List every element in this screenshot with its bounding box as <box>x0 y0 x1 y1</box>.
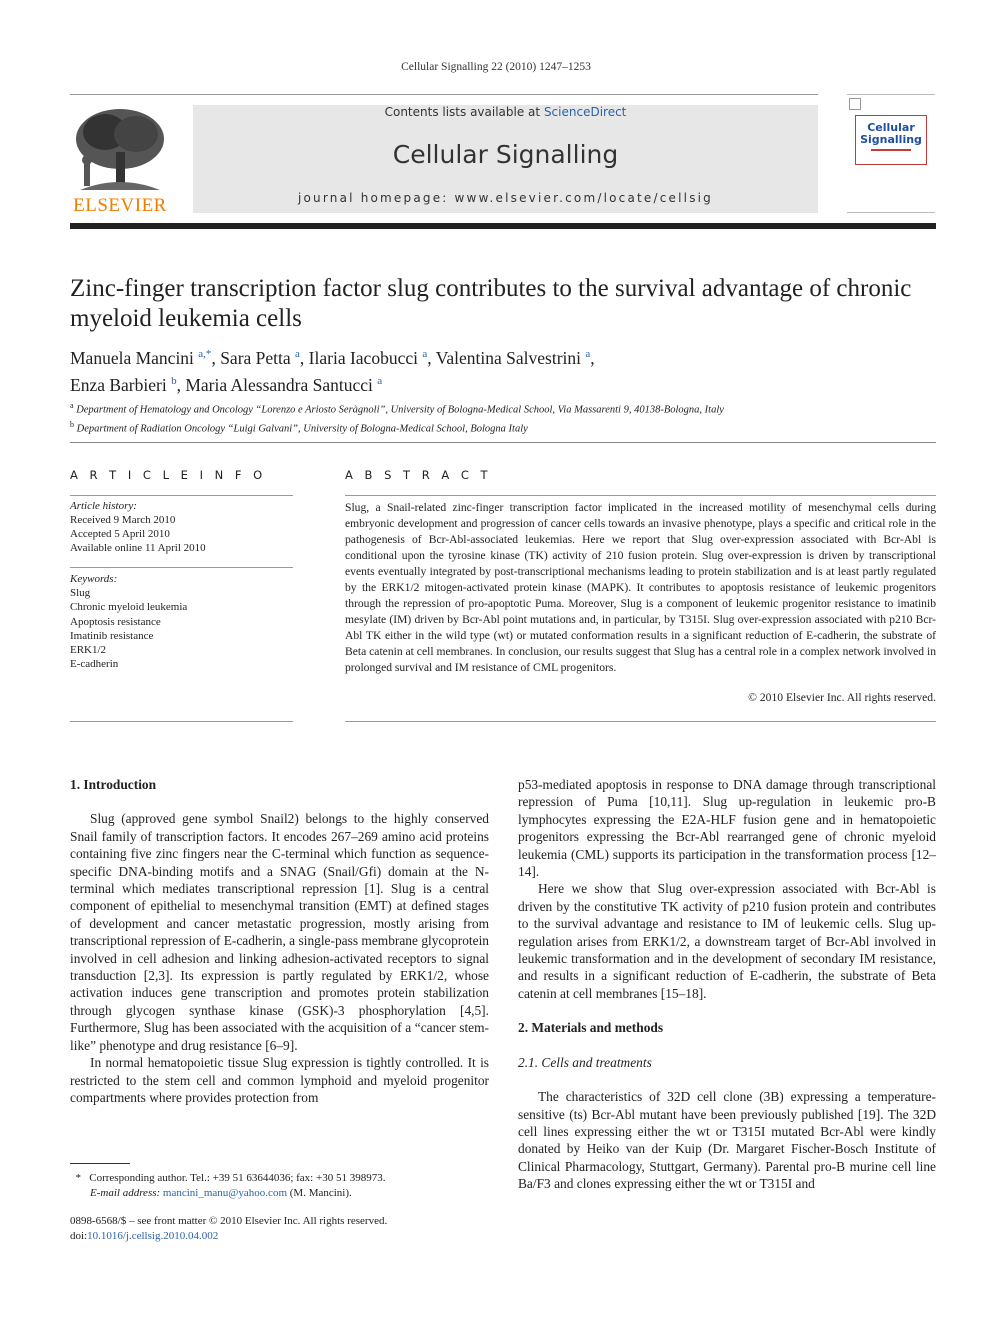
contents-line: Contents lists available at ScienceDirect <box>384 105 627 119</box>
article-title: Zinc-finger transcription factor slug contributes to the survival advantage of chronic myeloid leukemia cells <box>70 275 912 332</box>
journal-cover-thumbnail: Cellular Signalling <box>855 115 927 165</box>
section-heading: 2. Materials and methods <box>518 1020 664 1036</box>
rule <box>70 721 293 722</box>
keyword: Imatinib resistance <box>70 629 154 642</box>
paragraph: The characteristics of 32D cell clone (3B) expressing a temperature-sensitive (ts) Bcr-Abl mutant have been previously published [19]. The 32D cell lines expressing either the wt or T315I mutated Bcr-Abl were kindly donated by Heiko van der Kuip (Dr. Margaret Fischer-Bosch Institute of Clinical Pharmacology, Stuttgart, Germany). Parental pro-B murine cell line Ba/F3 and clones expressing either the wt or T315I and <box>518 1089 936 1192</box>
rule <box>70 495 293 496</box>
journal-citation: Cellular Signalling 22 (2010) 1247–1253 <box>401 61 591 73</box>
affiliation: $^b$ Department of Radiation Oncology “Luigi Galvani”, University of Bologna-Medical School, Bologna Italy <box>70 419 528 434</box>
section-heading: 1. Introduction <box>70 777 157 792</box>
paragraph: p53-mediated apoptosis in response to DNA damage through transcriptional repression of Puma [10,11]. Slug up-regulation in leukemic pro-B lymphocytes expressing the E2A-HLF fusion gene and in hematopoietic progenitors expressing the Bcr-Abl rearranged gene of chronic myeloid leukemia (CML) supports its participation in the transformation process [12–14]. <box>518 777 936 880</box>
email-link[interactable]: mancini_manu@yahoo.com <box>162 1187 287 1199</box>
paragraph: In normal hematopoietic tissue Slug expression is tightly controlled. It is restricted to the stem cell and common lymphoid and myeloid progenitor compartments where provides protection from <box>70 1055 489 1105</box>
author[interactable]: Ilaria Iacobucci <box>308 347 418 368</box>
publisher-name: ELSEVIER <box>73 195 167 216</box>
doi-link[interactable]: 10.1016/j.cellsig.2010.04.002 <box>87 1230 219 1242</box>
rule <box>345 495 936 496</box>
author-list: Manuela Mancini $^{a,*}$, Sara Petta $^a$, Ilaria Iacobucci $^a$, Valentina Salvestrini $^a$, Enza Barbieri $^b$, Maria Alessandra Santucci $^a$ <box>70 347 595 395</box>
header-rule <box>70 94 818 95</box>
homepage-link[interactable]: www.elsevier.com/locate/cellsig <box>454 191 714 205</box>
abstract-text: Slug, a Snail-related zinc-finger transcription factor implicated in the increased motility of mesenchymal cells during embryonic development and progression of cancer cells towards an invasive phenotype, plays a specific and critical role in the pathogenesis of Bcr-Abl-associated leukemias. Here we report that Slug over-expression associated with Bcr-Abl is conditional upon the tyrosine kinase (TK) activity of 210 fusion protein. Slug over-expression is driven by transcriptional events eventually integrated by post-transcriptional mechanisms leading to protein stabilization and is at least partly regulated by the ERK1/2 mitogen-activated protein kinase (MAPK). It contributes to apoptosis resistance of leukemic progenitors through the repression of pro-apoptotic Puma. Moreover, Slug is a component of leukemic progenitor resistance to imatinib mesylate (IM) driven by Bcr-Abl point mutations and, in particular, by T315I. Slug over-expression associated with p210 Bcr-Abl TK either in the wild type (wt) or mutated conformation results in a significant reduction of E-cadherin, the substrate of Beta catenin at cell membranes. In conclusion, our results suggest that Slug has a central role in a complex network involved in prolonged survival and IM resistance of CML progenitors. <box>345 501 936 674</box>
section-rule <box>70 442 936 443</box>
affiliation: $^a$ Department of Hematology and Oncology “Lorenzo e Ariosto Seràgnoli”, University of Bologna-Medical School, Via Massarenti 9, 40138-Bologna, Italy <box>70 401 724 416</box>
cover-top-rule <box>847 94 935 95</box>
journal-name: Cellular Signalling <box>392 140 619 169</box>
rule <box>70 567 293 568</box>
journal-homepage: journal homepage: www.elsevier.com/locate/cellsig <box>297 191 714 205</box>
keyword: Slug <box>70 587 91 600</box>
abstract-heading: A B S T R A C T <box>345 468 492 482</box>
article-history: Article history: Received 9 March 2010 Accepted 5 April 2010 Available online 11 April 2010 <box>70 500 206 554</box>
author[interactable]: Sara Petta <box>220 347 291 368</box>
keyword: Apoptosis resistance <box>70 615 161 628</box>
affiliations <box>70 399 936 436</box>
keyword: E-cadherin <box>70 658 119 671</box>
keywords: Keywords: Slug Chronic myeloid leukemia Apoptosis resistance Imatinib resistance ERK1/2 E-cadherin <box>70 572 293 671</box>
cover-bottom-rule <box>847 212 935 213</box>
title-rule <box>70 223 936 229</box>
abstract-copyright: © 2010 Elsevier Inc. All rights reserved. <box>748 691 936 704</box>
left-column <box>70 776 489 1106</box>
footnote-rule <box>70 1163 130 1164</box>
author[interactable]: Enza Barbieri <box>70 374 167 395</box>
footnote: * Corresponding author. Tel.: +39 51 63644036; fax: +30 51 398973. E-mail address: mancini_manu@yahoo.com (M. Mancini). <box>75 1172 386 1199</box>
author[interactable]: Manuela Mancini <box>70 347 194 368</box>
subsection-heading: 2.1. Cells and treatments <box>518 1054 652 1070</box>
author[interactable]: Maria Alessandra Santucci <box>185 374 373 395</box>
author[interactable]: Valentina Salvestrini <box>435 347 582 368</box>
right-column <box>518 776 936 1193</box>
rule <box>345 721 936 722</box>
article-info-heading: A R T I C L E I N F O <box>70 468 267 482</box>
paragraph: Here we show that Slug over-expression associated with Bcr-Abl is driven by the constitutive TK activity of p210 fusion protein and contributes to the survival advantage and resistance to IM of leukemic cells. Slug up-regulation arises from ERK1/2, a downstream target of Bcr-Abl involved in leukemic transformation and in the development of secondary IM resistance, and results in a significant reduction of E-cadherin, the substrate of Beta catenin at cell membranes [15–18]. <box>518 881 936 1001</box>
crossmark-icon <box>849 98 861 110</box>
front-matter: 0898-6568/$ – see front matter © 2010 Elsevier Inc. All rights reserved. doi:10.1016/j.cellsig.2010.04.002 <box>70 1215 388 1242</box>
sciencedirect-link[interactable]: ScienceDirect <box>543 105 627 119</box>
paragraph: Slug (approved gene symbol Snail2) belongs to the highly conserved Snail family of transcription factors. It encodes 267–269 amino acid proteins containing five zinc fingers near the C-terminal which function as sequence-specific DNA-binding motifs and a SNAG (Snail/Gfi) domain at the N-terminal which mediates transcriptional repression [1]. Slug is a central component of epithelial to mesenchymal transition (EMT) at defined stages of development and cancer metastatic progression, mostly arising from transcriptional repression of E-cadherin, a single-pass membrane glycoprotein involved in cell adhesion and linking adhesion-activated receptors to signal transduction [2,3]. Its expression is partly regulated by ERK1/2, whose activation induces gene transcription and promotes protein stabilization through glycogen synthase kinase (GSK)-3 phosphorylation [4,5]. Furthermore, Slug has been associated with the acquisition of a “cancer stem-like” phenotype and drug resistance [6–9]. <box>70 811 489 1053</box>
keyword: ERK1/2 <box>70 644 107 657</box>
keyword: Chronic myeloid leukemia <box>70 601 188 614</box>
